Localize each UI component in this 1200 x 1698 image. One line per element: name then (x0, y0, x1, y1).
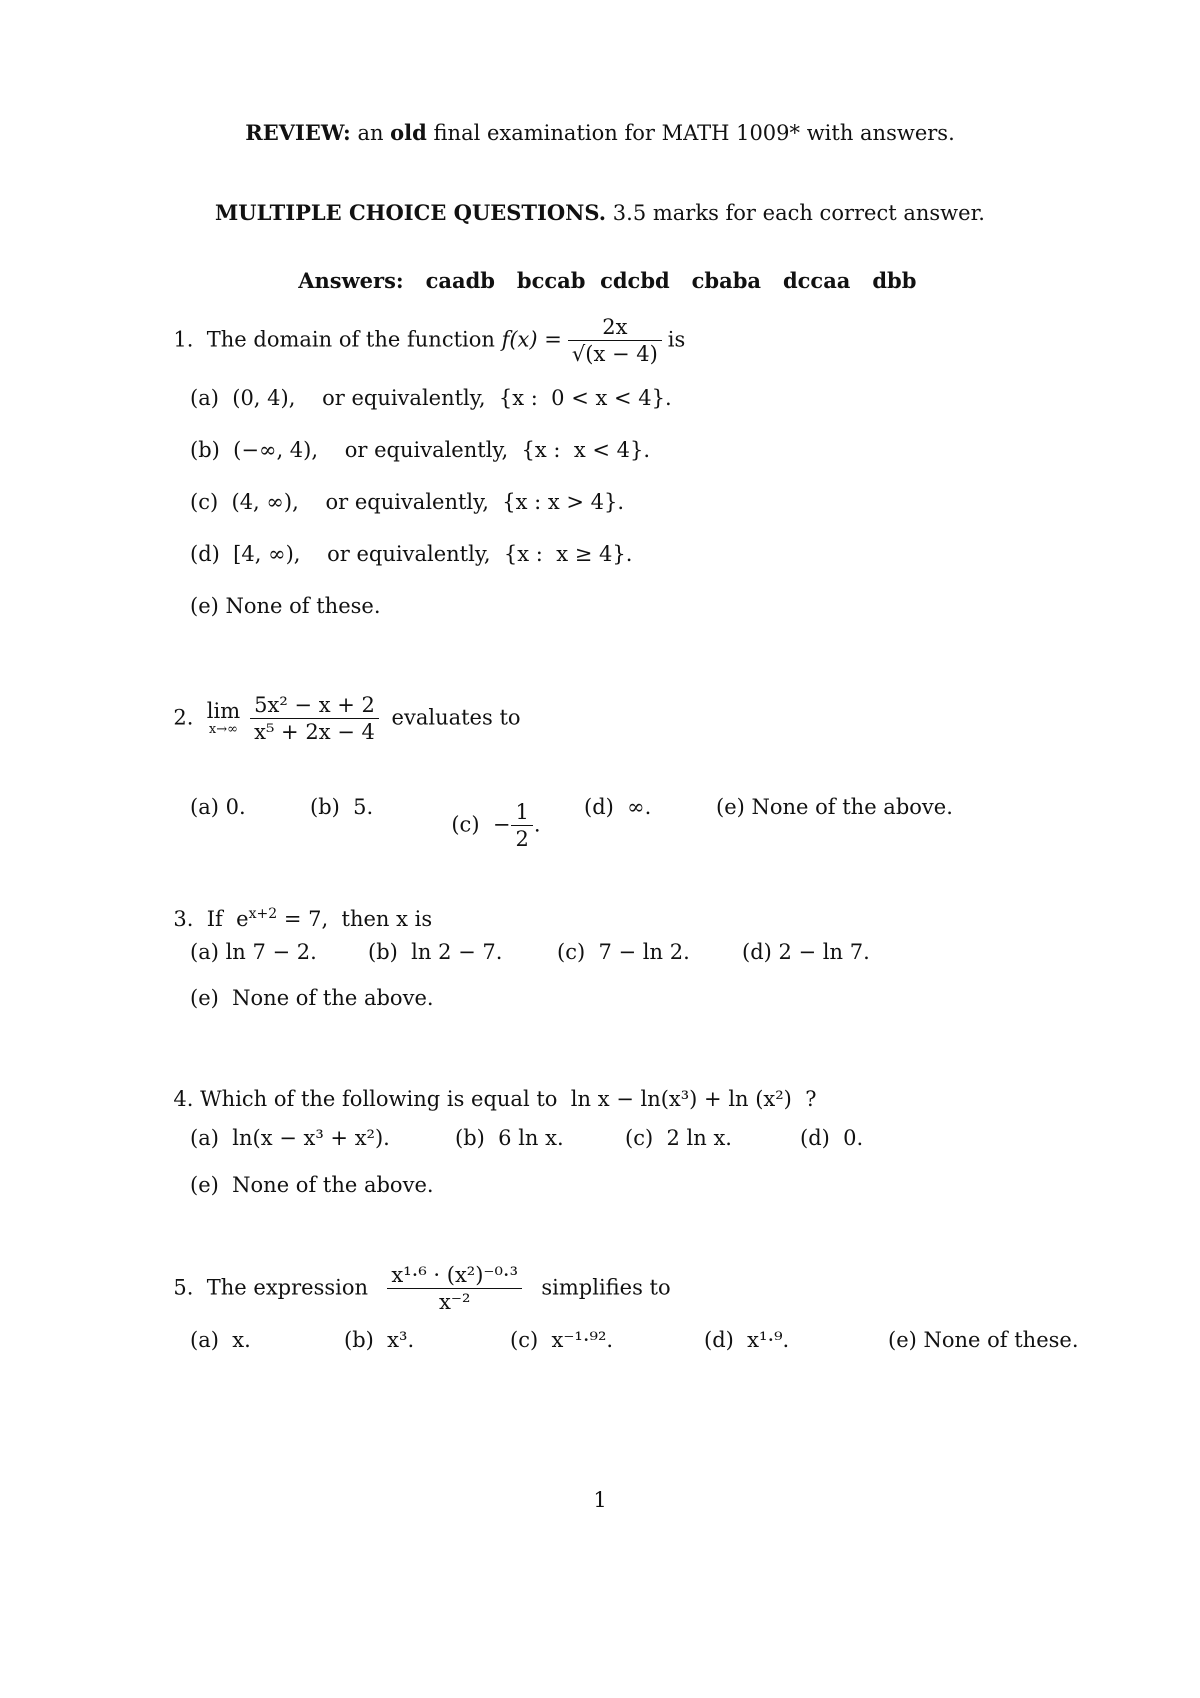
q4-number: 4. (173, 1087, 194, 1111)
q4-option-b: (b) 6 ln x. (455, 1126, 564, 1150)
q4-text: Which of the following is equal to ln x − ln(x³) + ln (x²) ? (200, 1087, 817, 1111)
q2-option-d: (d) ∞. (584, 795, 652, 819)
q2-numerator: 5x² − x + 2 (250, 692, 379, 719)
q1-option-b: (b) (−∞, 4), or equivalently, {x : x < 4}. (190, 438, 651, 462)
q5-option-a: (a) x. (190, 1328, 251, 1352)
q2-fraction (250, 692, 379, 746)
q2-number: 2. (173, 705, 194, 730)
q5-option-c: (c) x⁻¹·⁹². (510, 1328, 614, 1352)
q5-text: The expression (206, 1275, 369, 1300)
q3-number: 3. (173, 907, 194, 931)
q2-option-a: (a) 0. (190, 795, 246, 819)
q2-option-c-den: 2 (515, 827, 529, 852)
q1-option-c: (c) (4, ∞), or equivalently, {x : x > 4}. (190, 490, 625, 514)
q2-option-e: (e) None of the above. (716, 795, 953, 819)
review-label: REVIEW: (245, 120, 351, 145)
mc-title: MULTIPLE CHOICE QUESTIONS. (215, 200, 607, 225)
q3-option-c: (c) 7 − ln 2. (557, 940, 690, 964)
q3-option-d: (d) 2 − ln 7. (742, 940, 870, 964)
answers-line (0, 243, 1200, 293)
q4-option-e: (e) None of the above. (190, 1173, 434, 1197)
q5-number: 5. (173, 1275, 194, 1300)
q5-option-e: (e) None of these. (888, 1328, 1079, 1352)
question-2 (160, 668, 521, 746)
q2-denominator: x⁵ + 2x − 4 (254, 720, 375, 745)
q4-option-a: (a) ln(x − x³ + x²). (190, 1126, 390, 1150)
q2-option-c (438, 775, 541, 853)
q1-number: 1. (173, 327, 194, 352)
q2-tail: evaluates to (391, 705, 521, 730)
q3-option-e: (e) None of the above. (190, 986, 434, 1010)
q1-tail: is (667, 327, 686, 352)
q2-option-c-fraction (511, 799, 532, 853)
q2-lim-sub: x→∞ (208, 722, 238, 738)
q1-text: The domain of the function (206, 327, 495, 352)
q3-exponent: x+2 (248, 906, 278, 922)
q5-tail: simplifies to (541, 1275, 671, 1300)
q1-option-d: (d) [4, ∞), or equivalently, {x : x ≥ 4}. (190, 542, 633, 566)
review-pre: an (357, 121, 384, 145)
question-3 (160, 882, 432, 931)
review-rest: final examination for MATH 1009* with answers. (433, 121, 955, 145)
q4-option-d: (d) 0. (800, 1126, 864, 1150)
q2-option-c-end: . (533, 812, 541, 837)
q2-lim: lim (206, 699, 241, 724)
q3-option-a: (a) ln 7 − 2. (190, 940, 317, 964)
page-number: 1 (593, 1488, 607, 1512)
question-5 (160, 1238, 671, 1316)
q5-fraction (387, 1262, 522, 1316)
mc-marks: 3.5 marks for each correct answer. (612, 201, 985, 225)
q1-denominator: √(x − 4) (571, 342, 658, 367)
q1-func: f(x) = (501, 327, 562, 352)
q3-rest: = 7, then x is (277, 907, 433, 931)
q2-option-c-label: (c) − (451, 812, 511, 837)
q5-numerator: x¹·⁶ · (x²)⁻⁰·³ (387, 1262, 522, 1289)
q1-option-a: (a) (0, 4), or equivalently, {x : 0 < x < 4}. (190, 386, 672, 410)
question-4 (160, 1063, 817, 1111)
q1-numerator: 2x (568, 314, 662, 341)
q3-text: If e (206, 907, 249, 931)
review-heading (0, 120, 1200, 145)
mc-heading (0, 200, 1200, 225)
answers-label: Answers: (298, 268, 404, 293)
q1-option-e: (e) None of these. (190, 594, 381, 618)
q1-fraction (568, 314, 662, 368)
q2-option-b: (b) 5. (310, 795, 374, 819)
q5-option-b: (b) x³. (344, 1328, 415, 1352)
q2-limit (207, 700, 240, 737)
answers-key: caadb bccab cdcbd cbaba dccaa dbb (425, 268, 917, 293)
q4-option-c: (c) 2 ln x. (625, 1126, 732, 1150)
q5-option-d: (d) x¹·⁹. (704, 1328, 790, 1352)
q3-option-b: (b) ln 2 − 7. (368, 940, 503, 964)
question-1 (160, 290, 685, 368)
review-old: old (390, 120, 427, 145)
q5-denominator: x⁻² (439, 1290, 471, 1315)
q2-option-c-num: 1 (511, 799, 532, 826)
